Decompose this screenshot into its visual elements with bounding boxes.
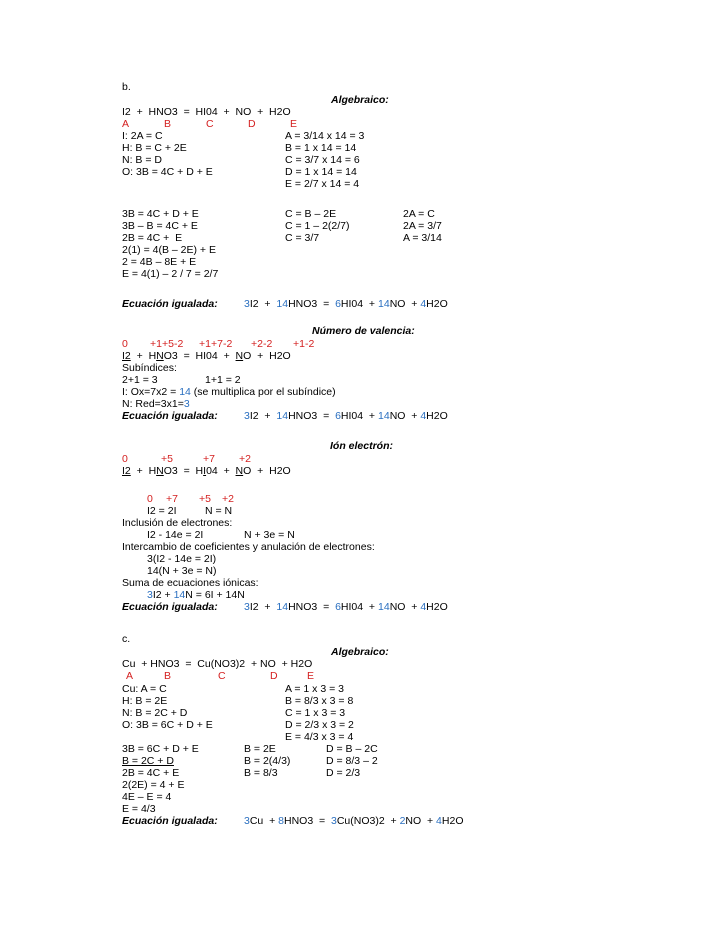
c-solve-line: 4E – E = 4 — [122, 791, 172, 803]
ion-charge: +2 — [239, 453, 251, 465]
half-reaction: I2 = 2I — [147, 505, 177, 517]
coefficient: 3 — [147, 589, 153, 601]
b-letter-c: C — [206, 118, 214, 130]
coefficient: 14 — [276, 601, 289, 613]
b-algebraic-title: Algebraico: — [331, 94, 389, 106]
b-result-line: E = 2/7 x 14 = 4 — [285, 178, 360, 190]
b-system-line: O: 3B = 4C + D + E — [122, 166, 213, 178]
c-balanced-equation — [244, 815, 463, 827]
b-solve-line: E = 4(1) – 2 / 7 = 2/7 — [122, 268, 219, 280]
electron-inclusion-line: I2 - 14e = 2I — [147, 529, 204, 541]
c-solve-d-line: D = B – 2C — [326, 743, 378, 755]
c-letter-e: E — [307, 670, 315, 682]
equation-term: HI04 + — [340, 298, 378, 310]
c-result-line: E = 4/3 x 3 = 4 — [285, 731, 354, 743]
b-solve-line: 3B – B = 4C + E — [122, 220, 198, 232]
coefficient: 14 — [276, 298, 289, 310]
reduction-value: 3 — [183, 398, 190, 410]
coefficient: 14 — [378, 601, 390, 613]
reduction-line — [122, 398, 190, 410]
equation-term: NO + — [389, 298, 421, 310]
equation-term: H2O — [426, 601, 448, 613]
c-system-line: O: 3B = 6C + D + E — [122, 719, 213, 731]
equation-term: HNO3 = — [288, 601, 336, 613]
valence-number: +1+5-2 — [150, 338, 184, 350]
b-system-line: I: 2A = C — [122, 130, 163, 142]
c-system-line: H: B = 2E — [122, 695, 168, 707]
b-result-line: B = 1 x 14 = 14 — [285, 142, 357, 154]
equation-term: H2O — [426, 298, 448, 310]
coefficient: 3 — [244, 601, 250, 613]
b-solve-line: 3B = 4C + D + E — [122, 208, 199, 220]
b-solve-a-line: 2A = 3/7 — [403, 220, 442, 232]
valence-number: +1-2 — [293, 338, 315, 350]
b-solve-line: 2B = 4C + E — [122, 232, 183, 244]
equation-term: N — [156, 465, 164, 477]
b-result-line: C = 3/7 x 14 = 6 — [285, 154, 360, 166]
b-solve-a-line: A = 3/14 — [403, 232, 442, 244]
c-letter-d: D — [270, 670, 278, 682]
valence-title: Número de valencia: — [312, 325, 415, 337]
ion-charge: +5 — [161, 453, 173, 465]
equation-term: + H — [130, 465, 157, 477]
equation-term: NO + — [389, 601, 421, 613]
equation-term: I2 — [122, 465, 131, 477]
oxidation-text: I: Ox=7x2 = — [122, 386, 180, 398]
coefficient: 3 — [244, 410, 250, 422]
equation-term: N — [235, 350, 244, 362]
electron-inclusion-label: Inclusión de electrones: — [122, 517, 233, 529]
b-letter-e: E — [290, 118, 298, 130]
equation-term: O + H2O — [243, 465, 291, 477]
b-result-line: D = 1 x 14 = 14 — [285, 166, 357, 178]
ionic-sum-equation — [147, 589, 245, 601]
coefficient: 3 — [330, 815, 337, 827]
equation-term: HI04 + — [340, 410, 378, 422]
oxidation-note: (se multiplica por el subíndice) — [190, 386, 336, 398]
oxidation-value: 14 — [179, 386, 191, 398]
half-reaction-charge: +5 — [199, 493, 211, 505]
equation-term: I2 + — [249, 410, 277, 422]
electron-inclusion-line: N + 3e = N — [244, 529, 295, 541]
balanced-equation — [244, 410, 448, 422]
c-solve-b-line: B = 8/3 — [244, 767, 278, 779]
coefficient: 3 — [244, 298, 250, 310]
c-result-line: B = 8/3 x 3 = 8 — [285, 695, 354, 707]
c-result-line: D = 2/3 x 3 = 2 — [285, 719, 354, 731]
equation-term: NO + — [389, 410, 421, 422]
equation-term: O3 = HI04 + — [163, 350, 236, 362]
ionic-sum-label: Suma de ecuaciones iónicas: — [122, 577, 259, 589]
equation-term: HNO3 = — [288, 410, 336, 422]
b-letter-a: A — [122, 118, 130, 130]
b-solve-a-line: 2A = C — [403, 208, 435, 220]
b-solve-line: 2(1) = 4(B – 2E) + E — [122, 244, 216, 256]
ion-charge: 0 — [122, 453, 128, 465]
coefficient: 8 — [278, 815, 284, 827]
balanced-equation-label: Ecuación igualada: — [122, 601, 218, 613]
coefficient: 14 — [378, 298, 390, 310]
balanced-equation-label: Ecuación igualada: — [122, 815, 218, 827]
ion-equation — [122, 465, 291, 477]
coefficient: 4 — [420, 410, 427, 422]
c-solve-line: B = 2C + D — [122, 755, 174, 767]
coefficient: 4 — [436, 815, 442, 827]
ion-charge: +7 — [203, 453, 215, 465]
section-c-label: c. — [122, 633, 131, 645]
equation-term: H2O — [441, 815, 464, 827]
valence-number: 0 — [122, 338, 128, 350]
c-solve-b-line: B = 2E — [244, 743, 276, 755]
equation-term: I2 — [122, 350, 131, 362]
c-solve-b-line: B = 2(4/3) — [244, 755, 291, 767]
subindex-sum: 1+1 = 2 — [205, 374, 241, 386]
c-solve-line: E = 4/3 — [122, 803, 156, 815]
coefficient-exchange-line: 3(I2 - 14e = 2I) — [147, 553, 217, 565]
half-reaction-charge: +7 — [166, 493, 178, 505]
balanced-equation-label: Ecuación igualada: — [122, 410, 218, 422]
equation-term: H2O — [426, 410, 448, 422]
half-reaction-charge: 0 — [147, 493, 153, 505]
coefficient-exchange-line: 14(N + 3e = N) — [147, 565, 217, 577]
coefficient: 2 — [399, 815, 406, 827]
equation-term: Cu(NO3)2 + — [336, 815, 400, 827]
equation-term: HNO3 = — [288, 298, 336, 310]
b-result-line: A = 3/14 x 14 = 3 — [285, 130, 365, 142]
equation-term: 04 + — [206, 465, 236, 477]
equation-term: N = 6I + 14N — [185, 589, 245, 601]
c-solve-line: 3B = 6C + D + E — [122, 743, 199, 755]
equation-term: I2 + — [249, 298, 277, 310]
c-system-line: N: B = 2C + D — [122, 707, 188, 719]
c-equation: Cu + HNO3 = Cu(NO3)2 + NO + H2O — [122, 658, 313, 670]
half-reaction: N = N — [205, 505, 233, 517]
c-algebraic-title: Algebraico: — [331, 646, 389, 658]
equation-term: + H — [130, 350, 157, 362]
b-system-line: H: B = C + 2E — [122, 142, 187, 154]
equation-term: I — [203, 465, 207, 477]
balanced-equation-label: Ecuación igualada: — [122, 298, 218, 310]
coefficient: 14 — [173, 589, 186, 601]
c-solve-d-line: D = 2/3 — [326, 767, 361, 779]
c-system-line: Cu: A = C — [122, 683, 167, 695]
coefficient: 3 — [244, 815, 250, 827]
c-solve-d-line: D = 8/3 – 2 — [326, 755, 378, 767]
b-system-line: N: B = D — [122, 154, 162, 166]
b-letter-d: D — [248, 118, 256, 130]
coefficient: 6 — [335, 410, 341, 422]
balanced-equation — [244, 601, 448, 613]
b-equation: I2 + HNO3 = HI04 + NO + H2O — [122, 106, 291, 118]
b-solve-c-line: C = 3/7 — [285, 232, 320, 244]
reduction-text: N: Red=3x1= — [122, 398, 184, 410]
half-reaction-charge: +2 — [222, 493, 234, 505]
equation-term: O + H2O — [243, 350, 291, 362]
coefficient: 14 — [276, 410, 289, 422]
c-solve-line: 2B = 4C + E — [122, 767, 180, 779]
equation-term: I2 + — [249, 601, 277, 613]
valence-number: +2-2 — [251, 338, 273, 350]
subindex-sum: 2+1 = 3 — [122, 374, 158, 386]
equation-term: HNO3 = — [284, 815, 331, 827]
coefficient: 6 — [335, 298, 341, 310]
subindices-label: Subíndices: — [122, 362, 177, 374]
coefficient: 14 — [378, 410, 390, 422]
balanced-equation — [244, 298, 448, 310]
equation-term: Cu + — [249, 815, 279, 827]
equation-term: I2 + — [152, 589, 174, 601]
equation-term: NO + — [405, 815, 437, 827]
equation-term: HI04 + — [340, 601, 378, 613]
coefficient-exchange-label: Intercambio de coeficientes y anulación de electrones: — [122, 541, 375, 553]
valence-number: +1+7-2 — [199, 338, 233, 350]
b-solve-c-line: C = B – 2E — [285, 208, 337, 220]
b-solve-c-line: C = 1 – 2(2/7) — [285, 220, 350, 232]
equation-term: N — [235, 465, 244, 477]
c-solve-line: 2(2E) = 4 + E — [122, 779, 185, 791]
coefficient: 4 — [420, 601, 427, 613]
c-letter-c: C — [218, 670, 226, 682]
oxidation-line — [122, 386, 336, 398]
b-letter-b: B — [164, 118, 172, 130]
coefficient: 4 — [420, 298, 427, 310]
equation-term: N — [156, 350, 164, 362]
c-letter-a: A — [126, 670, 134, 682]
c-result-line: A = 1 x 3 = 3 — [285, 683, 344, 695]
ion-electron-title: Ión electrón: — [330, 440, 394, 452]
equation-term: O3 = H — [163, 465, 204, 477]
c-result-line: C = 1 x 3 = 3 — [285, 707, 346, 719]
c-letter-b: B — [164, 670, 172, 682]
valence-equation — [122, 350, 291, 362]
b-solve-line: 2 = 4B – 8E + E — [122, 256, 197, 268]
section-b-label: b. — [122, 81, 131, 93]
coefficient: 6 — [335, 601, 341, 613]
